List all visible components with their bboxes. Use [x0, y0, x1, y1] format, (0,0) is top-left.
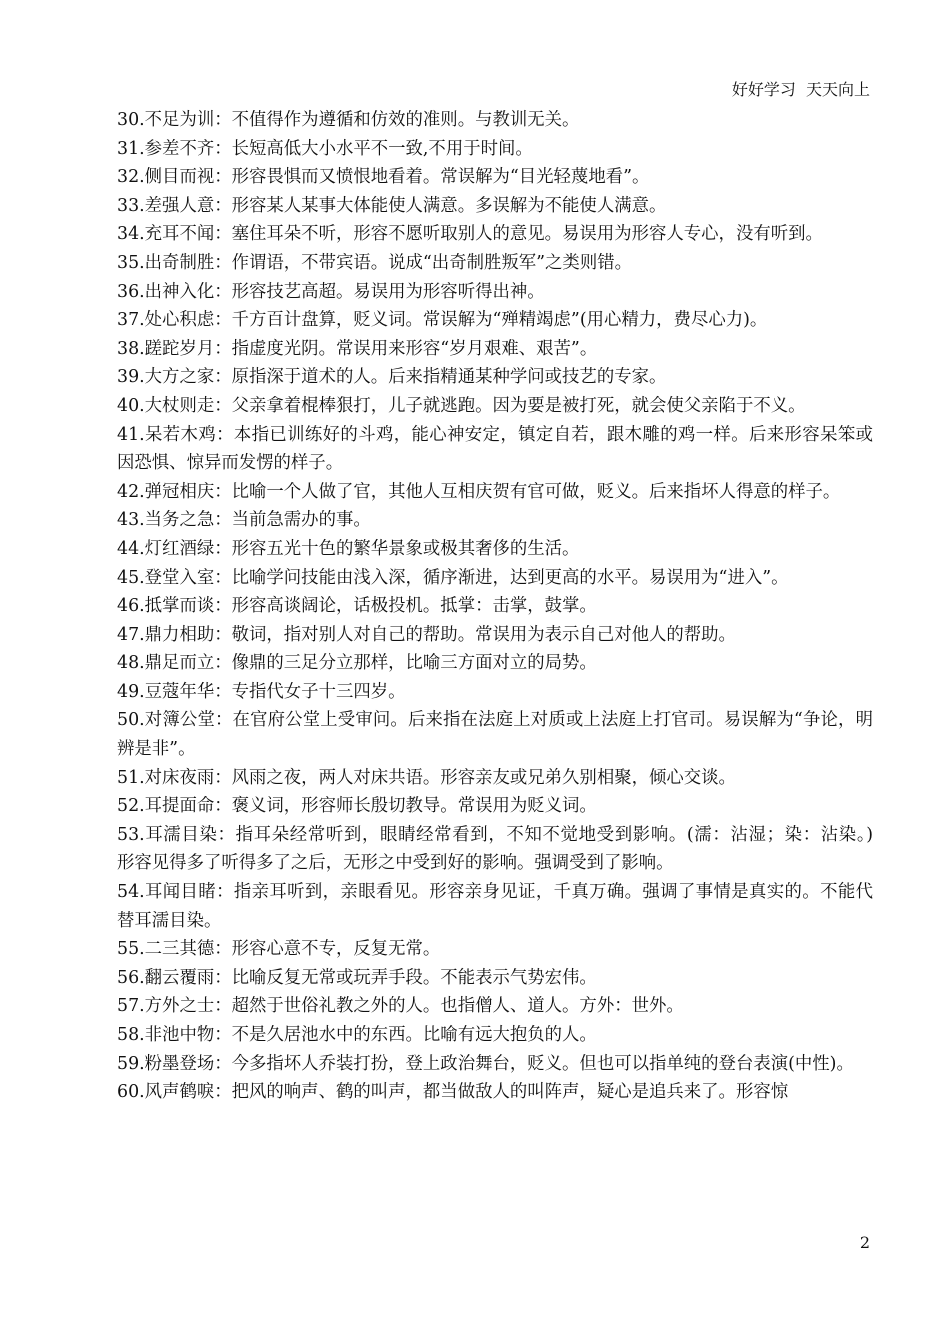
- idiom-entry: 58.非池中物：不是久居池水中的东西。比喻有远大抱负的人。: [117, 1025, 597, 1045]
- idiom-entry: 45.登堂入室：比喻学问技能由浅入深，循序渐进，达到更高的水平。易误用为“进入”。: [117, 567, 789, 588]
- idiom-entry: 31.参差不齐：长短高低大小水平不一致,不用于时间。: [117, 138, 533, 159]
- idiom-entry: 37.处心积虑：千方百计盘算，贬义词。常误解为“殚精竭虑”(用心精力，费尽心力)。: [117, 310, 768, 331]
- idiom-entry: 40.大杖则走：父亲拿着棍棒狠打，儿子就逃跑。因为要是被打死，就会使父亲陷于不义。: [117, 395, 806, 416]
- idiom-entry: 47.鼎力相助：敬词，指对别人对自己的帮助。常误用为表示自己对他人的帮助。: [117, 624, 736, 645]
- idiom-entry: 39.大方之家：原指深于道术的人。后来指精通某种学问或技艺的专家。: [117, 367, 667, 388]
- idiom-entry: 49.豆蔻年华：专指代女子十三四岁。: [117, 681, 406, 702]
- idiom-entry: 52.耳提面命：褒义词，形容师长殷切教导。常误用为贬义词。: [117, 796, 597, 817]
- page-header: 好好学习 天天向上: [731, 80, 870, 99]
- idiom-entry: 59.粉墨登场：今多指坏人乔装打扮，登上政治舞台，贬义。但也可以指单纯的登台表演(中性)。: [117, 1053, 854, 1074]
- idiom-entry: 51.对床夜雨：风雨之夜，两人对床共语。形容亲友或兄弟久别相聚，倾心交谈。: [117, 767, 736, 788]
- idiom-entry: 53.耳濡目染：指耳朵经常听到，眼睛经常看到，不知不觉地受到影响。(濡：沾湿；染：沾染。) 形容见得多了听得多了之后，无形之中受到好的影响。强调受到了影响。: [117, 824, 891, 874]
- idiom-entry: 38.蹉跎岁月：指虚度光阴。常误用来形容“岁月艰难、艰苦”。: [117, 338, 598, 359]
- idiom-entry: 48.鼎足而立：像鼎的三足分立那样，比喻三方面对立的局势。: [117, 653, 597, 674]
- idiom-entry: 54.耳闻目睹：指亲耳听到，亲眼看见。形容亲身见证，千真万确。强调了事情是真实的。不能代替耳濡目染。: [117, 882, 873, 931]
- idiom-list: [117, 106, 891, 1107]
- idiom-entry: 43.当务之急：当前急需办的事。: [117, 510, 371, 531]
- idiom-entry: 56.翻云覆雨：比喻反复无常或玩弄手段。不能表示气势宏伟。: [117, 967, 597, 988]
- idiom-entry: 33.差强人意：形容某人某事大体能使人满意。多误解为不能使人满意。: [117, 195, 667, 216]
- idiom-entry: 32.侧目而视：形容畏惧而又愤恨地看着。常误解为“目光轻蔑地看”。: [117, 167, 650, 188]
- idiom-entry: 42.弹冠相庆：比喻一个人做了官，其他人互相庆贺有官可做，贬义。后来指坏人得意的样子。: [117, 481, 841, 502]
- idiom-entry: 34.充耳不闻：塞住耳朵不听，形容不愿听取别人的意见。易误用为形容人专心，没有听到。: [117, 224, 823, 245]
- page-number: 2: [859, 1233, 870, 1252]
- idiom-entry: 46.抵掌而谈：形容高谈阔论，话极投机。抵掌：击掌，鼓掌。: [117, 596, 597, 617]
- idiom-entry: 44.灯红酒绿：形容五光十色的繁华景象或极其奢侈的生活。: [117, 538, 580, 559]
- idiom-entry: 36.出神入化：形容技艺高超。易误用为形容听得出神。: [117, 281, 545, 302]
- idiom-entry: 30.不足为训：不值得作为遵循和仿效的准则。与教训无关。: [117, 110, 580, 130]
- idiom-entry: 57.方外之士：超然于世俗礼教之外的人。也指僧人、道人。方外：世外。: [117, 996, 684, 1017]
- idiom-entry: 50.对簿公堂：在官府公堂上受审问。后来指在法庭上对质或上法庭上打官司。易误解为“争论，明辨是非”。: [117, 710, 873, 760]
- idiom-entry: 55.二三其德：形容心意不专，反复无常。: [117, 939, 441, 960]
- idiom-entry: 35.出奇制胜：作谓语，不带宾语。说成“出奇制胜叛军”之类则错。: [117, 252, 632, 273]
- idiom-entry: 60.风声鹤唳：把风的响声、鹤的叫声，都当做敌人的叫阵声，疑心是追兵来了。形容惊: [117, 1082, 789, 1103]
- idiom-entry: 41.呆若木鸡：本指已训练好的斗鸡，能心神安定，镇定自若，跟木雕的鸡一样。后来形容呆笨或因恐惧、惊异而发愣的样子。: [117, 424, 873, 474]
